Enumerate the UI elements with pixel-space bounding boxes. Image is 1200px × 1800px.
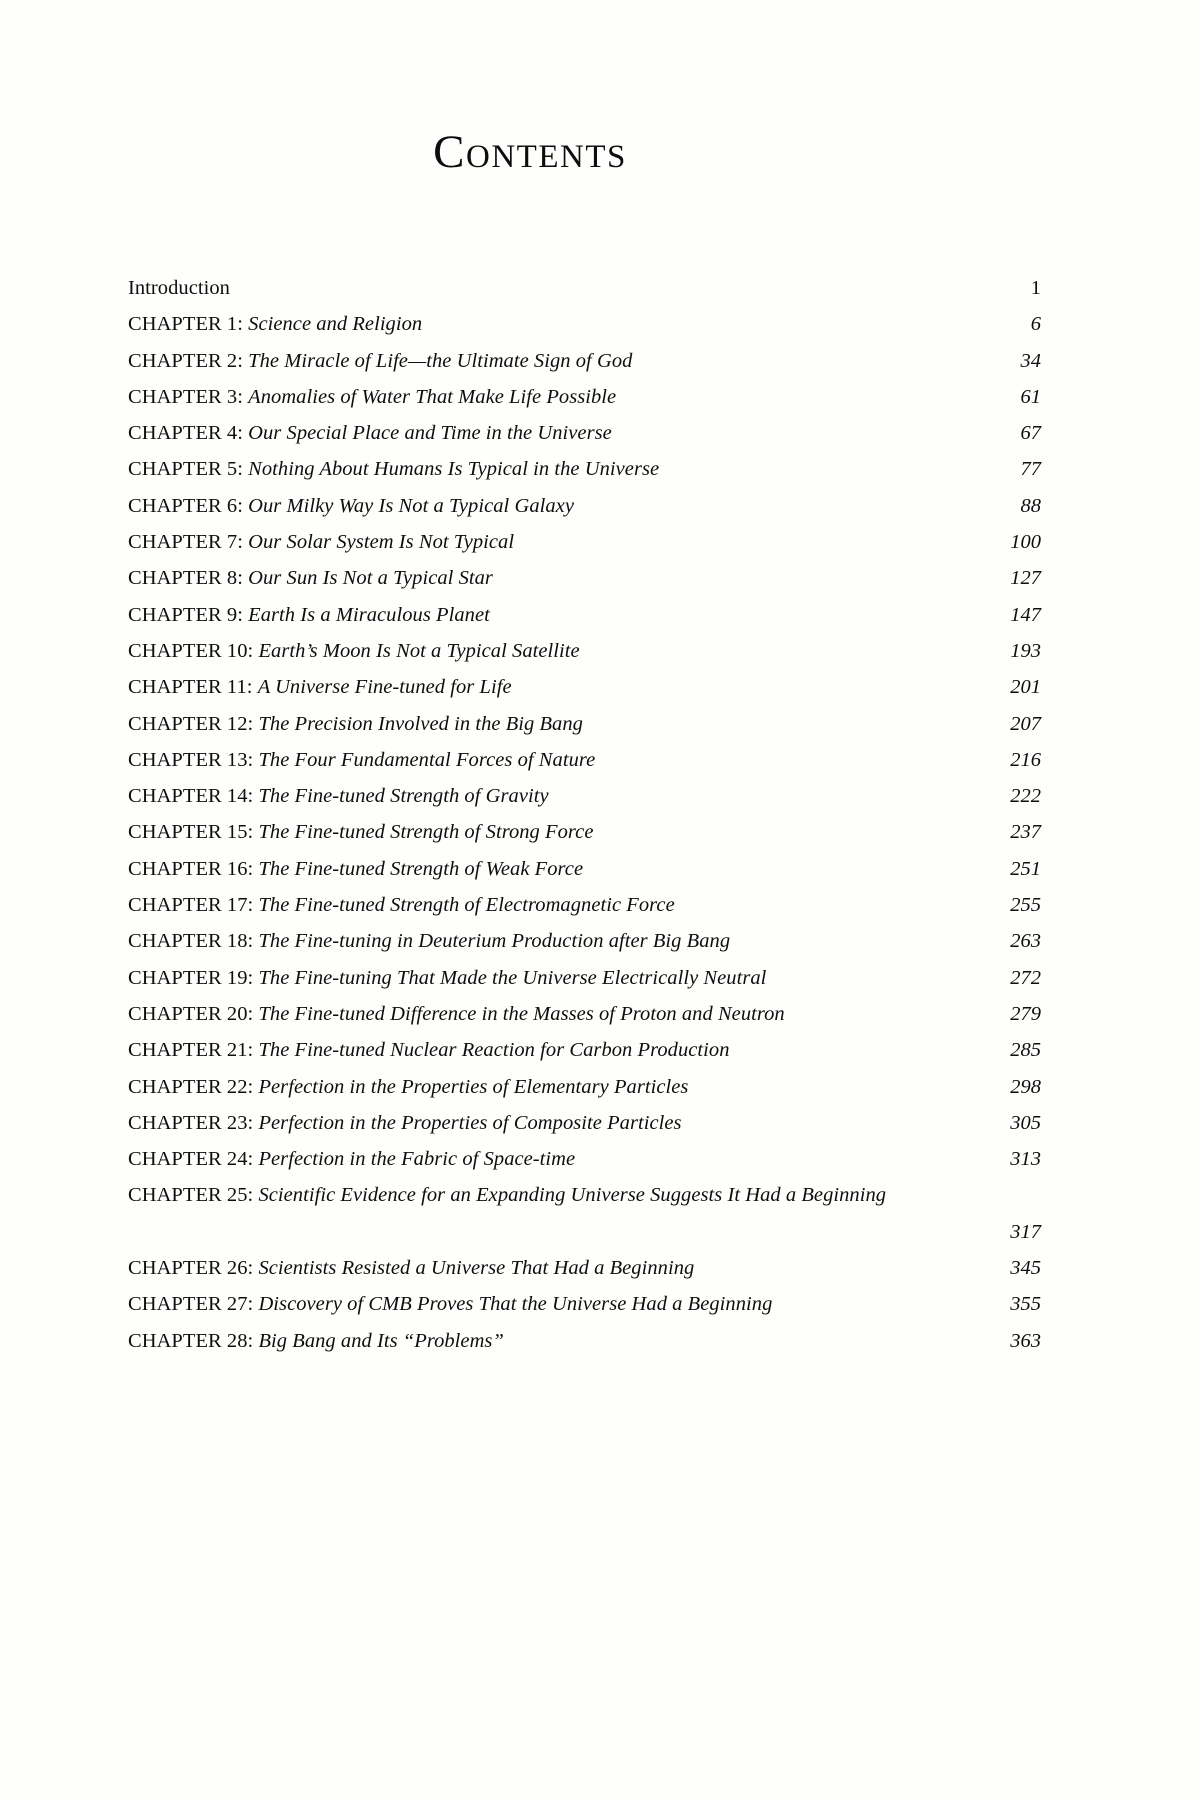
toc-entry-page-number: 313 (1010, 1148, 1041, 1171)
toc-entry-label: CHAPTER 4 (128, 422, 238, 445)
toc-entry-text (128, 742, 913, 778)
toc-entry-row[interactable] (128, 524, 1041, 560)
toc-entry-row[interactable] (128, 1323, 1041, 1359)
table-of-contents-list (128, 270, 1041, 1359)
toc-entry-page-number: 279 (1010, 1002, 1041, 1025)
toc-entry-text (128, 597, 913, 633)
toc-entry-row[interactable] (128, 597, 1041, 633)
toc-entry-title: Our Special Place and Time in the Universe (248, 422, 612, 445)
toc-entry-row[interactable] (128, 669, 1041, 705)
toc-entry-page-number: 222 (1010, 785, 1041, 808)
toc-entry-title: The Fine-tuned Difference in the Masses of Proton and Neutron (258, 1002, 785, 1025)
toc-entry-text (128, 1250, 913, 1286)
toc-entry-separator: : (237, 313, 249, 336)
toc-entry-page-number: 67 (1020, 422, 1041, 445)
toc-entry-page-number: 216 (1010, 748, 1041, 771)
toc-entry-page-number: 88 (1020, 494, 1041, 517)
toc-entry-row[interactable] (128, 1105, 1041, 1141)
toc-entry-separator: : (247, 1257, 259, 1280)
toc-entry-label: CHAPTER 3 (128, 385, 238, 408)
toc-entry-page-number: 285 (1010, 1039, 1041, 1062)
toc-entry-page-number: 251 (1010, 857, 1041, 880)
toc-entry-page-number: 34 (1020, 349, 1041, 372)
toc-entry-separator: : (247, 1002, 259, 1025)
toc-entry-separator: : (247, 1293, 259, 1316)
toc-entry-row[interactable] (128, 887, 1041, 923)
toc-entry-title: Nothing About Humans Is Typical in the Universe (248, 458, 660, 481)
toc-entry-row[interactable] (128, 415, 1041, 451)
toc-entry-page-number: 317 (1010, 1220, 1041, 1243)
toc-entry-label: CHAPTER 20 (128, 1002, 248, 1025)
toc-entry-title: The Fine-tuned Strength of Weak Force (258, 857, 584, 880)
toc-entry-label: CHAPTER 17 (128, 894, 248, 917)
toc-entry-row[interactable] (128, 1286, 1041, 1322)
toc-entry-label: Introduction (128, 277, 230, 299)
toc-entry-text (128, 1105, 913, 1141)
toc-entry-separator: : (247, 1075, 259, 1098)
toc-entry-text (128, 960, 913, 996)
toc-entry-separator: : (247, 966, 259, 989)
toc-entry-title: Perfection in the Properties of Composite Particles (258, 1111, 682, 1134)
toc-entry-title: Our Milky Way Is Not a Typical Galaxy (248, 494, 574, 517)
toc-entry-title: The Fine-tuned Strength of Gravity (258, 785, 549, 808)
toc-entry-text (128, 669, 913, 705)
toc-entry-title: Big Bang and Its “Problems” (258, 1329, 504, 1352)
toc-entry-text (128, 1323, 913, 1359)
toc-entry-title: A Universe Fine-tuned for Life (257, 676, 512, 699)
toc-entry-page-number: 272 (1010, 966, 1041, 989)
toc-entry-page-number: 201 (1010, 676, 1041, 699)
toc-entry-page-number: 1 (1030, 277, 1041, 299)
page-title: Contents (433, 126, 627, 178)
toc-entry-row[interactable] (128, 706, 1041, 742)
toc-entry-text (128, 996, 913, 1032)
toc-entry-separator: : (237, 422, 249, 445)
toc-entry-title: Science and Religion (248, 313, 423, 336)
toc-entry-title: Our Solar System Is Not Typical (248, 531, 515, 554)
toc-entry-label: CHAPTER 25 (128, 1184, 248, 1207)
toc-entry-page-number: 193 (1010, 639, 1041, 662)
toc-entry-page-number: 305 (1010, 1111, 1041, 1134)
toc-entry-page-number: 100 (1010, 531, 1041, 554)
toc-entry-label: CHAPTER 8 (128, 567, 238, 590)
toc-entry-page-number: 263 (1010, 930, 1041, 953)
toc-entry-title: The Fine-tuned Strength of Electromagnetic Force (258, 894, 675, 917)
toc-entry-page-number: 298 (1010, 1075, 1041, 1098)
toc-entry-separator: : (237, 494, 249, 517)
toc-entry-page-number: 255 (1010, 894, 1041, 917)
toc-entry-label: CHAPTER 22 (128, 1075, 248, 1098)
toc-entry-label: CHAPTER 14 (128, 785, 248, 808)
toc-entry-page-number: 363 (1010, 1329, 1041, 1352)
toc-entry-label: CHAPTER 7 (128, 531, 238, 554)
toc-entry-text (128, 633, 913, 669)
toc-entry-title: Our Sun Is Not a Typical Star (248, 567, 493, 590)
toc-entry-text (128, 270, 913, 306)
toc-entry-title: Anomalies of Water That Make Life Possible (248, 385, 617, 408)
toc-entry-page-number: 345 (1010, 1257, 1041, 1280)
toc-entry-text (128, 379, 913, 415)
toc-entry-page-number: 6 (1030, 313, 1041, 336)
toc-entry-label: CHAPTER 23 (128, 1111, 248, 1134)
toc-entry-text (128, 343, 913, 379)
toc-entry-row[interactable] (128, 996, 1041, 1032)
toc-entry-label: CHAPTER 9 (128, 603, 238, 626)
toc-entry-page-number: 237 (1010, 821, 1041, 844)
toc-entry-title: The Fine-tuned Strength of Strong Force (258, 821, 594, 844)
toc-entry-text (128, 778, 913, 814)
toc-entry-row[interactable] (128, 742, 1041, 778)
toc-entry-text (128, 706, 913, 742)
toc-entry-row[interactable] (128, 851, 1041, 887)
toc-entry-text (128, 1286, 913, 1322)
toc-entry-text (128, 923, 913, 959)
toc-entry-separator: : (246, 676, 258, 699)
toc-entry-title: The Fine-tuned Nuclear Reaction for Carbon Production (258, 1039, 730, 1062)
toc-entry-title: Discovery of CMB Proves That the Universe Had a Beginning (258, 1293, 773, 1316)
toc-entry-label: CHAPTER 12 (128, 712, 248, 735)
toc-entry-title: Perfection in the Properties of Elementary Particles (258, 1075, 689, 1098)
toc-entry-row[interactable] (128, 560, 1041, 596)
toc-entry-label: CHAPTER 5 (128, 458, 238, 481)
toc-entry-text (128, 560, 913, 596)
toc-entry-separator: : (247, 857, 259, 880)
toc-entry-title: Earth’s Moon Is Not a Typical Satellite (258, 639, 580, 662)
toc-entry-separator: : (247, 1329, 259, 1352)
toc-entry-text (128, 1141, 913, 1177)
toc-entry-page-number: 147 (1010, 603, 1041, 626)
toc-entry-label: CHAPTER 19 (128, 966, 248, 989)
toc-entry-text (128, 524, 913, 560)
toc-entry-page-number: 207 (1010, 712, 1041, 735)
toc-entry-separator: : (247, 1148, 259, 1171)
toc-entry-label: CHAPTER 1 (128, 313, 238, 336)
toc-entry-row[interactable] (128, 343, 1041, 379)
toc-entry-row[interactable] (128, 1141, 1041, 1177)
toc-entry-text (128, 887, 913, 923)
toc-entry-separator: : (247, 639, 259, 662)
toc-entry-label: CHAPTER 26 (128, 1257, 248, 1280)
toc-entry-separator: : (247, 1111, 259, 1134)
toc-entry-separator: : (237, 349, 249, 372)
toc-entry-row[interactable] (128, 451, 1041, 487)
toc-entry-text (128, 814, 913, 850)
toc-entry-separator: : (237, 567, 249, 590)
toc-entry-row[interactable] (128, 270, 1041, 306)
toc-entry-row[interactable] (128, 1069, 1041, 1105)
toc-entry-label: CHAPTER 2 (128, 349, 238, 372)
toc-entry-separator: : (237, 458, 249, 481)
toc-entry-title: Earth Is a Miraculous Planet (248, 603, 490, 626)
toc-entry-row[interactable] (128, 814, 1041, 850)
toc-entry-label: CHAPTER 21 (128, 1039, 248, 1062)
toc-entry-page-number: 61 (1020, 385, 1041, 408)
toc-entry-text (128, 1177, 913, 1213)
toc-entry-page-number: 355 (1010, 1293, 1041, 1316)
toc-entry-row[interactable] (128, 379, 1041, 415)
toc-entry-text (128, 1069, 913, 1105)
toc-entry-separator: : (247, 1184, 259, 1207)
toc-entry-separator: : (237, 603, 249, 626)
toc-entry-label: CHAPTER 28 (128, 1329, 248, 1352)
toc-entry-row[interactable] (128, 488, 1041, 524)
toc-entry-row[interactable] (128, 923, 1041, 959)
toc-entry-label: CHAPTER 16 (128, 857, 248, 880)
toc-entry-title: The Fine-tuning That Made the Universe Electrically Neutral (258, 966, 767, 989)
toc-entry-label: CHAPTER 13 (128, 748, 248, 771)
toc-entry-row[interactable] (128, 1250, 1041, 1286)
toc-entry-title: The Four Fundamental Forces of Nature (258, 748, 596, 771)
toc-entry-label: CHAPTER 15 (128, 821, 248, 844)
toc-entry-label: CHAPTER 11 (128, 676, 247, 699)
toc-entry-separator: : (247, 894, 259, 917)
toc-entry-row[interactable] (128, 960, 1041, 996)
toc-entry-title: Scientists Resisted a Universe That Had a Beginning (258, 1257, 695, 1280)
toc-entry-label: CHAPTER 6 (128, 494, 238, 517)
toc-entry-text (128, 851, 913, 887)
toc-entry-separator: : (237, 385, 249, 408)
toc-entry-label: CHAPTER 10 (128, 639, 248, 662)
toc-entry-separator: : (247, 1039, 259, 1062)
toc-entry-text (128, 1032, 913, 1068)
toc-entry-text (128, 306, 913, 342)
toc-entry-row[interactable] (128, 778, 1041, 814)
toc-entry-page-number: 127 (1010, 567, 1041, 590)
toc-entry-separator: : (247, 821, 259, 844)
toc-entry-title: Perfection in the Fabric of Space-time (258, 1148, 576, 1171)
toc-entry-title: The Fine-tuning in Deuterium Production after Big Bang (258, 930, 731, 953)
toc-entry-row[interactable] (128, 1032, 1041, 1068)
toc-entry-separator: : (247, 748, 259, 771)
toc-entry-label: CHAPTER 24 (128, 1148, 248, 1171)
toc-entry-separator: : (247, 785, 259, 808)
toc-entry-text (128, 451, 913, 487)
toc-entry-text (128, 415, 913, 451)
toc-entry-separator: : (247, 712, 259, 735)
toc-entry-text (128, 488, 913, 524)
toc-entry-title: The Precision Involved in the Big Bang (258, 712, 583, 735)
toc-entry-row[interactable] (128, 633, 1041, 669)
toc-entry-label: CHAPTER 18 (128, 930, 248, 953)
toc-entry-title: The Miracle of Life—the Ultimate Sign of God (248, 349, 633, 372)
toc-entry-page-number: 77 (1020, 458, 1041, 481)
toc-entry-row[interactable] (128, 306, 1041, 342)
toc-entry-separator: : (237, 531, 249, 554)
toc-entry-row[interactable] (128, 1177, 1041, 1250)
toc-entry-label: CHAPTER 27 (128, 1293, 248, 1316)
toc-entry-title: Scientific Evidence for an Expanding Universe Suggests It Had a Beginning (258, 1184, 887, 1207)
toc-entry-separator: : (247, 930, 259, 953)
